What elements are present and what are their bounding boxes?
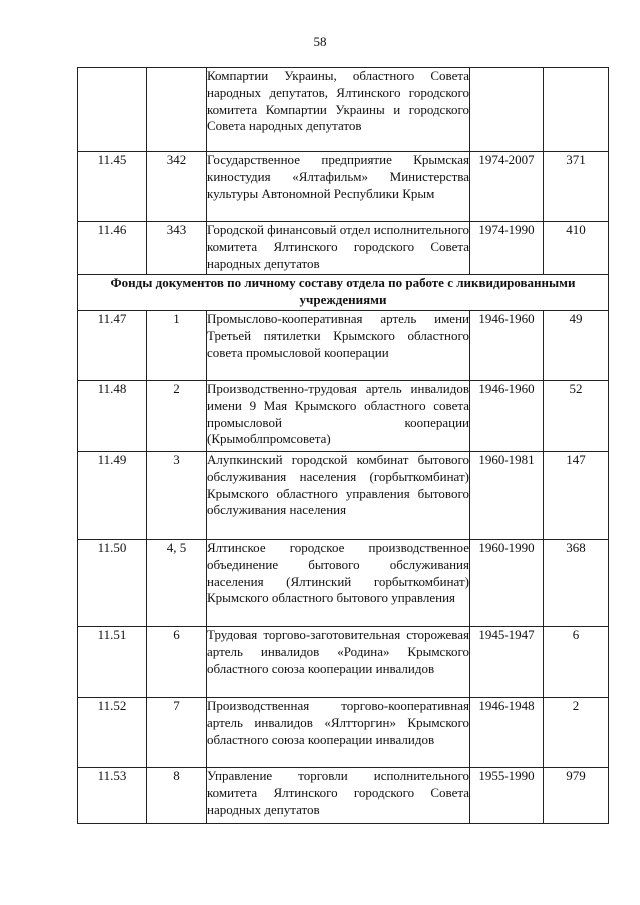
fund-name: Производственная торгово-кооперативная артель инвалидов «Ялтторгин» Крымского областного союза кооперации инвалидов [207, 698, 470, 768]
section-row [78, 275, 609, 311]
fund-number: 8 [147, 768, 207, 824]
date-range: 1946-1960 [470, 311, 544, 381]
register-table [77, 67, 609, 824]
row-number: 11.47 [78, 311, 147, 381]
fund-number: 1 [147, 311, 207, 381]
fund-number [147, 68, 207, 152]
date-range: 1974-2007 [470, 152, 544, 222]
date-range: 1955-1990 [470, 768, 544, 824]
fund-number: 342 [147, 152, 207, 222]
item-count: 979 [544, 768, 609, 824]
fund-name: Городской финансовый отдел исполнительного комитета Ялтинского городского Совета народных депутатов [207, 222, 470, 275]
fund-name: Алупкинский городской комбинат бытового обслуживания населения (горбыткомбинат) Крымского областного управления бытового обслуживания населения [207, 452, 470, 540]
item-count: 6 [544, 627, 609, 698]
fund-name: Управление торговли исполнительного комитета Ялтинского городского Совета народных депутатов [207, 768, 470, 824]
row-number: 11.51 [78, 627, 147, 698]
table-row [78, 311, 609, 381]
fund-number: 3 [147, 452, 207, 540]
item-count: 410 [544, 222, 609, 275]
table-row [78, 381, 609, 452]
table-row [78, 152, 609, 222]
row-number: 11.49 [78, 452, 147, 540]
date-range: 1960-1981 [470, 452, 544, 540]
fund-name: Ялтинское городское производственное объединение бытового обслуживания населения (Ялтинский горбыткомбинат) Крымского областного бытового управления [207, 540, 470, 627]
row-number [78, 68, 147, 152]
row-number: 11.45 [78, 152, 147, 222]
item-count: 371 [544, 152, 609, 222]
date-range: 1946-1960 [470, 381, 544, 452]
item-count: 52 [544, 381, 609, 452]
row-number: 11.53 [78, 768, 147, 824]
item-count: 368 [544, 540, 609, 627]
fund-name: Производственно-трудовая артель инвалидов имени 9 Мая Крымского областного совета промысловой кооперации (Крымоблпромсовета) [207, 381, 470, 452]
fund-number: 343 [147, 222, 207, 275]
row-number: 11.50 [78, 540, 147, 627]
fund-name: Трудовая торгово-заготовительная сторожевая артель инвалидов «Родина» Крымского областного союза кооперации инвалидов [207, 627, 470, 698]
table-row [78, 768, 609, 824]
date-range: 1974-1990 [470, 222, 544, 275]
page-number: 58 [313, 34, 327, 49]
item-count: 2 [544, 698, 609, 768]
section-heading: Фонды документов по личному составу отдела по работе с ликвидированными учреждениями [78, 275, 609, 311]
fund-number: 6 [147, 627, 207, 698]
fund-name: Компартии Украины, областного Совета народных депутатов, Ялтинского городского комитета Компартии Украины и городского Совета народных депутатов [207, 68, 470, 152]
table-row [78, 222, 609, 275]
date-range: 1960-1990 [470, 540, 544, 627]
date-range: 1946-1948 [470, 698, 544, 768]
date-range: 1945-1947 [470, 627, 544, 698]
table-row [78, 627, 609, 698]
date-range [470, 68, 544, 152]
fund-number: 2 [147, 381, 207, 452]
row-number: 11.46 [78, 222, 147, 275]
fund-name: Государственное предприятие Крымская киностудия «Ялтафильм» Министерства культуры Автономной Республики Крым [207, 152, 470, 222]
item-count: 147 [544, 452, 609, 540]
fund-number: 4, 5 [147, 540, 207, 627]
table-row [78, 540, 609, 627]
fund-number: 7 [147, 698, 207, 768]
table-row [78, 698, 609, 768]
item-count: 49 [544, 311, 609, 381]
table-row [78, 68, 609, 152]
row-number: 11.48 [78, 381, 147, 452]
fund-name: Промыслово-кооперативная артель имени Третьей пятилетки Крымского областного совета промысловой кооперации [207, 311, 470, 381]
table-row [78, 452, 609, 540]
item-count [544, 68, 609, 152]
row-number: 11.52 [78, 698, 147, 768]
